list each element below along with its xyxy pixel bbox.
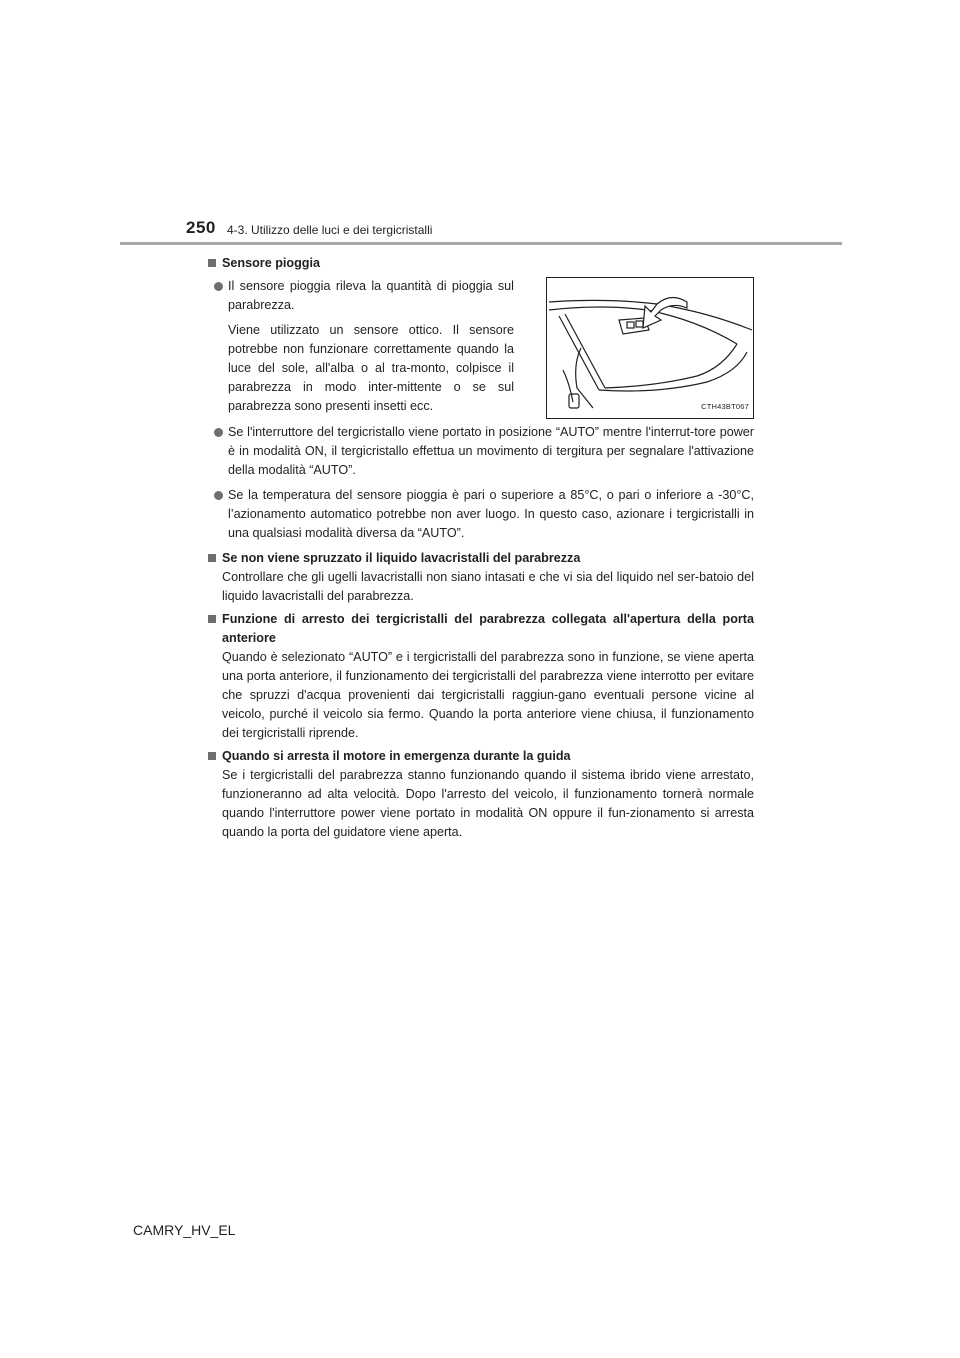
section-rain-sensor bbox=[206, 254, 754, 543]
list-item-text: Il sensore pioggia rileva la quantità di pioggia sul parabrezza. bbox=[228, 279, 514, 312]
round-bullet-icon bbox=[214, 428, 223, 437]
list-item bbox=[214, 277, 514, 315]
figure-code: CTH43BT067 bbox=[701, 402, 749, 411]
rain-sensor-illustration bbox=[546, 277, 754, 419]
section-heading bbox=[206, 549, 754, 568]
list-item bbox=[214, 423, 754, 480]
section-body: Quando è selezionato “AUTO” e i tergicristalli del parabrezza sono in funzione, se viene aperta una porta anteriore, il funzionamento dei tergicristalli del parabrezza viene interrotto per evitare che spruzzi d'acqua provenienti dai tergicristalli raggiun-gano eventuali persone vicine al veicolo, purché il veicolo sia fermo. Quando la porta anteriore viene chiusa, il funzionamento dei tergicristalli riprende. bbox=[222, 650, 754, 740]
section-body: Controllare che gli ugelli lavacristalli non siano intasati e che vi sia del liquido nel ser-batoio del liquido lavacristalli del parabrezza. bbox=[222, 570, 754, 603]
section-heading-text: Funzione di arresto dei tergicristalli del parabrezza collegata all'apertura della porta anteriore bbox=[222, 612, 754, 645]
section-heading bbox=[206, 254, 754, 273]
round-bullet-icon bbox=[214, 282, 223, 291]
chapter-title: 4-3. Utilizzo delle luci e dei tergicristalli bbox=[227, 223, 433, 237]
section-heading bbox=[206, 610, 754, 648]
list-item-text: Se la temperatura del sensore pioggia è pari o superiore a 85°C, o pari o inferiore a -30°C, l’azionamento automatico potrebbe non aver luogo. In questo caso, azionare i tergicristalli in una qualsiasi modalità diversa da “AUTO”. bbox=[228, 488, 754, 540]
model-code: CAMRY_HV_EL bbox=[133, 1222, 236, 1238]
sensor-paragraph: Viene utilizzato un sensore ottico. Il sensore potrebbe non funzionare correttamente quando la luce del sole, all'alba o al tra-monto, colpisce il parabrezza in modo inter-mittente o se sul parabrezza sono presenti insetti ecc. bbox=[228, 323, 514, 413]
list-item-text: Se l'interruttore del tergicristallo viene portato in posizione “AUTO” mentre l'interrut-tore power è in modalità ON, il tergicristallo effettua un movimento di tergitura per segnalare l'attivazione della modalità “AUTO”. bbox=[228, 425, 754, 477]
square-bullet-icon bbox=[208, 752, 216, 760]
section-heading bbox=[206, 747, 754, 766]
section-heading-text: Quando si arresta il motore in emergenza durante la guida bbox=[222, 749, 571, 763]
section-body: Se i tergicristalli del parabrezza stanno funzionando quando il sistema ibrido viene arrestato, funzioneranno ad alta velocità. Dopo l'arresto del veicolo, il funzionamento tornerà normale quando l'interruttore power viene portato in modalità ON oppure il fun-zionamento si arresta quando la porta del guidatore viene aperta. bbox=[222, 768, 754, 839]
sensor-description bbox=[206, 273, 514, 419]
page-content bbox=[206, 254, 754, 846]
list-item bbox=[214, 486, 754, 543]
section-heading-text: Se non viene spruzzato il liquido lavacristalli del parabrezza bbox=[222, 551, 581, 565]
sensor-row bbox=[206, 273, 754, 419]
square-bullet-icon bbox=[208, 259, 216, 267]
page-number: 250 bbox=[186, 218, 216, 237]
section-washer-fluid bbox=[206, 549, 754, 606]
section-emergency-stop bbox=[206, 747, 754, 842]
round-bullet-icon bbox=[214, 491, 223, 500]
square-bullet-icon bbox=[208, 615, 216, 623]
section-heading-text: Sensore pioggia bbox=[222, 256, 320, 270]
section-door-stop-function bbox=[206, 610, 754, 743]
square-bullet-icon bbox=[208, 554, 216, 562]
header-divider bbox=[120, 242, 842, 245]
